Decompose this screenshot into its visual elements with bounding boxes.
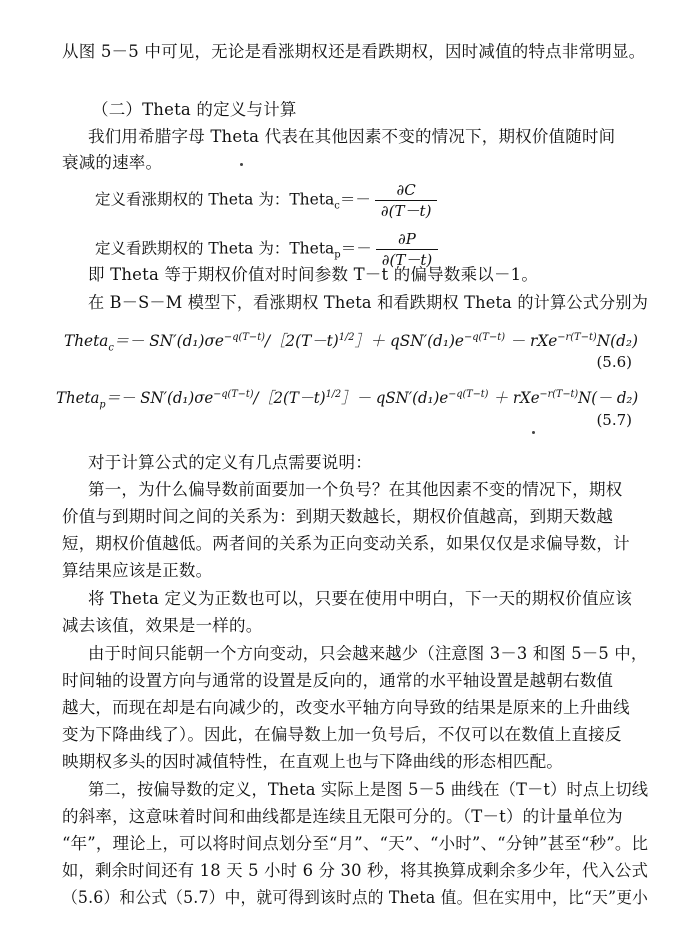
paragraph-line: 我们用希腊字母 Theta 代表在其他因素不变的情况下，期权价值随时间: [88, 127, 616, 146]
equation-term: N(d₂): [596, 332, 638, 351]
theta-subscript: c: [334, 200, 340, 212]
equation-number-5-7: (5.7): [596, 411, 632, 429]
paragraph-line: 即 Theta 等于期权价值对时间参数 T－t 的偏导数乘以－1。: [88, 265, 539, 284]
fraction-numerator: ∂P: [398, 230, 416, 248]
exponent: −q(T−t): [223, 332, 266, 343]
definition-label: 定义看跌期权的 Theta 为：: [95, 239, 290, 258]
stray-mark: [532, 431, 535, 434]
paragraph-line: 价值与到期时间之间的关系为：到期天数越长，期权价值越高，到期天数越: [62, 507, 614, 526]
stray-mark: [240, 163, 243, 166]
equation-term: /［2(T－t): [265, 332, 339, 351]
equation-term: ］－ qSN′(d₁)e: [341, 389, 449, 408]
section-heading: （二）Theta 的定义与计算: [92, 100, 297, 119]
paragraph-line: 由于时间只能朝一个方向变动，只会越来越少（注意图 3－3 和图 5－5 中，: [88, 644, 648, 663]
fraction-numerator: ∂C: [396, 181, 416, 199]
equation-5-6: [64, 327, 638, 359]
paragraph-line: 如，剩余时间还有 18 天 5 小时 6 分 30 秒，将其换算成剩余多少年，代入公式: [62, 861, 649, 880]
equals-minus: ＝－: [340, 239, 372, 258]
equation-5-7: [56, 384, 638, 416]
paragraph-line: 的斜率，这意味着时间和曲线都是连续且无限可分的。（T－t）的计量单位为: [62, 807, 623, 826]
paragraph-line: 变为下降曲线了）。因此，在偏导数上加一负号后，不仅可以在数值上直接反: [62, 725, 622, 744]
equation-term: N(－ d₂): [578, 389, 639, 408]
fraction: [375, 181, 438, 220]
paragraph-line: “年”，理论上，可以将时间点划分至“月”、“天”、“小时”、“分钟”甚至“秒”。比: [62, 834, 649, 853]
paragraph-line: （5.6）和公式（5.7）中，就可得到该时点的 Theta 值。但在实用中，比“天”更小: [62, 888, 649, 907]
paragraph-line: 减去该值，效果是一样的。: [62, 616, 263, 635]
paragraph-line: 算结果应该是正数。: [62, 561, 213, 580]
exponent: −q(T−t): [463, 332, 506, 343]
paragraph-line: 时间轴的设置方向与通常的设置是反向的，通常的水平轴设置是越朝右数值: [62, 671, 614, 690]
paragraph-figure-note: 从图 5－5 中可见，无论是看涨期权还是看跌期权，因时减值的特点非常明显。: [62, 42, 646, 61]
fraction-denominator: ∂(T－t): [381, 251, 433, 269]
paragraph-line: 在 B－S－M 模型下，看涨期权 Theta 和看跌期权 Theta 的计算公式分别为: [88, 293, 649, 312]
theta-symbol: Theta: [56, 389, 100, 408]
definition-label: 定义看涨期权的 Theta 为：: [95, 190, 290, 209]
paragraph-line: 对于计算公式的定义有几点需要说明：: [88, 453, 372, 472]
equation-term: /［2(T－t): [253, 389, 326, 408]
equation-term: ］＋ qSN′(d₁)e: [354, 332, 464, 351]
equation-term: ＝－ SN′(d₁)σe: [105, 389, 214, 408]
theta-symbol: Theta: [289, 190, 335, 209]
call-theta-definition: [95, 181, 437, 220]
exponent: −q(T−t): [448, 389, 489, 400]
paragraph-line: 将 Theta 定义为正数也可以，只要在使用中明白，下一天的期权价值应该: [88, 589, 633, 608]
theta-subscript: p: [99, 399, 106, 411]
exponent: 1/2: [338, 332, 355, 343]
exponent: −r(T−t): [557, 332, 597, 343]
theta-subscript: p: [334, 249, 341, 261]
paragraph-line: 衰减的速率。: [62, 153, 163, 172]
fraction-denominator: ∂(T－t): [380, 202, 432, 220]
exponent: −r(T−t): [539, 389, 579, 400]
exponent: −q(T−t): [213, 389, 254, 400]
paragraph-line: 第二，按偏导数的定义，Theta 实际上是图 5－5 曲线在（T－t）时点上切线: [88, 780, 649, 799]
theta-subscript: c: [108, 342, 114, 354]
equation-term: ＋ rXe: [488, 389, 540, 408]
equation-number-5-6: (5.6): [596, 353, 632, 371]
paragraph-line: 第一，为什么偏导数前面要加一个负号？在其他因素不变的情况下，期权: [88, 480, 623, 499]
equals-minus: ＝－: [339, 190, 371, 209]
equation-term: ＝－ SN′(d₁)σe: [113, 332, 224, 351]
equation-term: － rXe: [505, 332, 558, 351]
paragraph-line: 短，期权价值越低。两者间的关系为正向变动关系，如果仅仅是求偏导数，计: [62, 534, 630, 553]
theta-symbol: Theta: [64, 332, 109, 351]
paragraph-line: 映期权多头的因时减值特性，在直观上也与下降曲线的形态相匹配。: [62, 752, 563, 771]
exponent: 1/2: [325, 389, 342, 400]
paragraph-line: 越大，而现在却是右向减少的，改变水平轴方向导致的结果是原来的上升曲线: [62, 698, 630, 717]
theta-symbol: Theta: [289, 239, 335, 258]
